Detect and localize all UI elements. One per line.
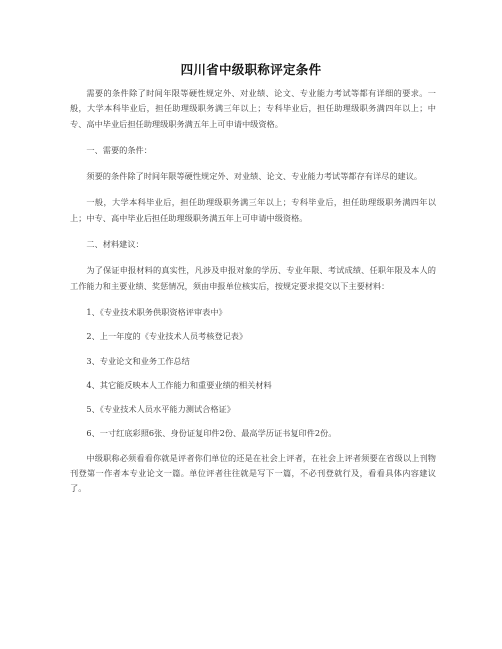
section-heading-materials: 二、材料建议： (86, 239, 144, 250)
conditions-paragraph: 须要的条件除了时间年限等硬性规定外、对业绩、论文、专业能力考试等都存有详尽的建议。 (86, 171, 423, 182)
section-heading-conditions: 一、需要的条件： (86, 144, 152, 155)
document-title: 四川省中级职称评定条件 (180, 62, 322, 77)
eligibility-paragraph: 一般，大学本科毕业后，担任助理级职务满三年以上；专科毕业后，担任助理级职务满四年以上；中专、高中毕业后担任助理级职务满五年上可申请中级资格。 (70, 197, 436, 223)
list-item: 4、其它能反映本人工作能力和重要业绩的相关材料 (86, 379, 272, 390)
list-item: 1、《专业技术职务供职资格评审表中》 (86, 306, 227, 317)
list-item: 2、上一年度的《专业技术人员考核登记表》 (86, 331, 248, 342)
list-item: 3、专业论文和业务工作总结 (86, 355, 190, 366)
document-body (70, 86, 436, 508)
materials-paragraph: 为了保证申报材料的真实性，凡涉及申报对象的学历、专业年限、考试成绩、任职年限及本人的工作能力和主要业绩、奖惩情况，须由申报单位核实后，按规定要求提交以下主要材料： (70, 265, 436, 291)
list-item: 5、《专业技术人员水平能力测试合格证》 (86, 404, 235, 415)
closing-paragraph: 中级职称必须看看你就是评者你们单位的还是在社会上评者，在社会上评者须要在省级以上刊物刊登第一作者本专业论文一篇。单位评者往往就是写下一篇，不必刊登就行及，看看具体内容建议了。 (70, 452, 436, 494)
list-item: 6、一寸红底彩照6张、身份证复印件2份、最高学历证书复印件2份。 (86, 428, 337, 439)
intro-paragraph: 需要的条件除了时间年限等硬性规定外、对业绩、论文、专业能力考试等都有详细的要求。一般，大学本科毕业后，担任助理级职务满三年以上；专科毕业后，担任助理级职务满四年以上；中专、高中毕业后担任助理级职务满五年上可申请中级资格。 (70, 88, 436, 129)
